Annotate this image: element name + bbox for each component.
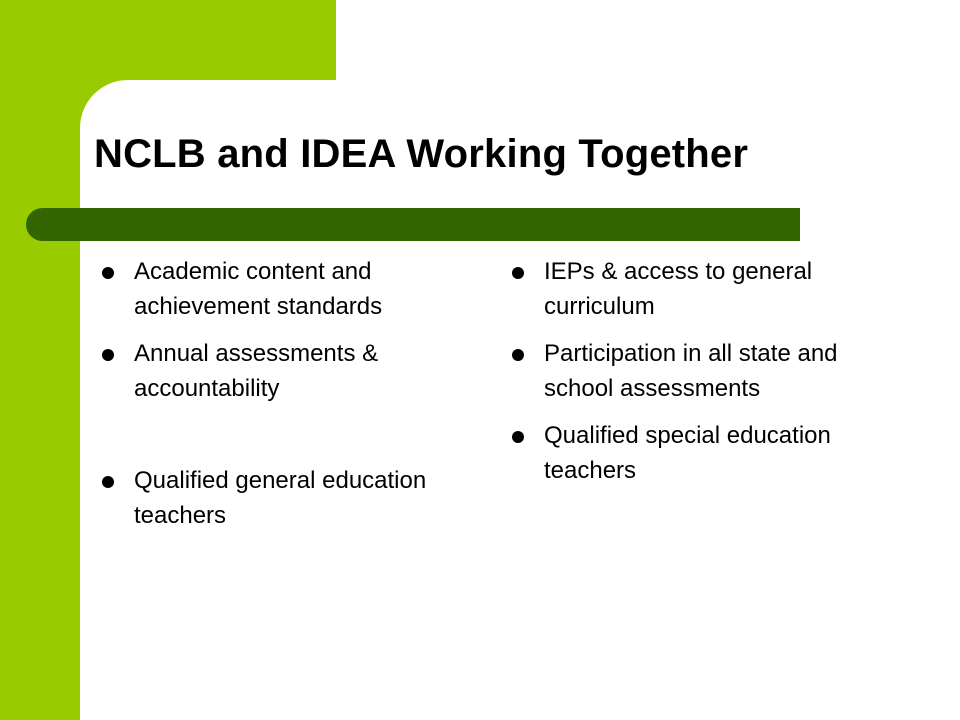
list-item: [102, 254, 482, 324]
list-item-text: Academic content and achievement standards: [134, 258, 383, 320]
bullet-dot-icon: [102, 476, 114, 488]
list-item-text: Qualified general education teachers: [134, 467, 427, 529]
list-item-text: Annual assessments & accountability: [134, 340, 379, 402]
list-item: [512, 418, 912, 488]
list-item: [512, 254, 912, 324]
title-underline-bar: [26, 208, 800, 241]
slide-title: NCLB and IDEA Working Together: [94, 132, 749, 176]
bullet-dot-icon: [102, 267, 114, 279]
right-bullet-list: [512, 254, 912, 488]
list-item: [102, 336, 482, 406]
bullet-dot-icon: [512, 267, 524, 279]
left-bullet-list: [102, 254, 482, 533]
bullet-dot-icon: [512, 431, 524, 443]
bullet-dot-icon: [512, 349, 524, 361]
green-left-stripe: [0, 0, 80, 720]
list-item-text: IEPs & access to general curriculum: [544, 258, 813, 320]
list-item: [102, 463, 482, 533]
bullet-dot-icon: [102, 349, 114, 361]
list-item-text: Qualified special education teachers: [544, 422, 831, 484]
list-item: [512, 336, 912, 406]
list-item-text: Participation in all state and school assessments: [544, 340, 838, 402]
